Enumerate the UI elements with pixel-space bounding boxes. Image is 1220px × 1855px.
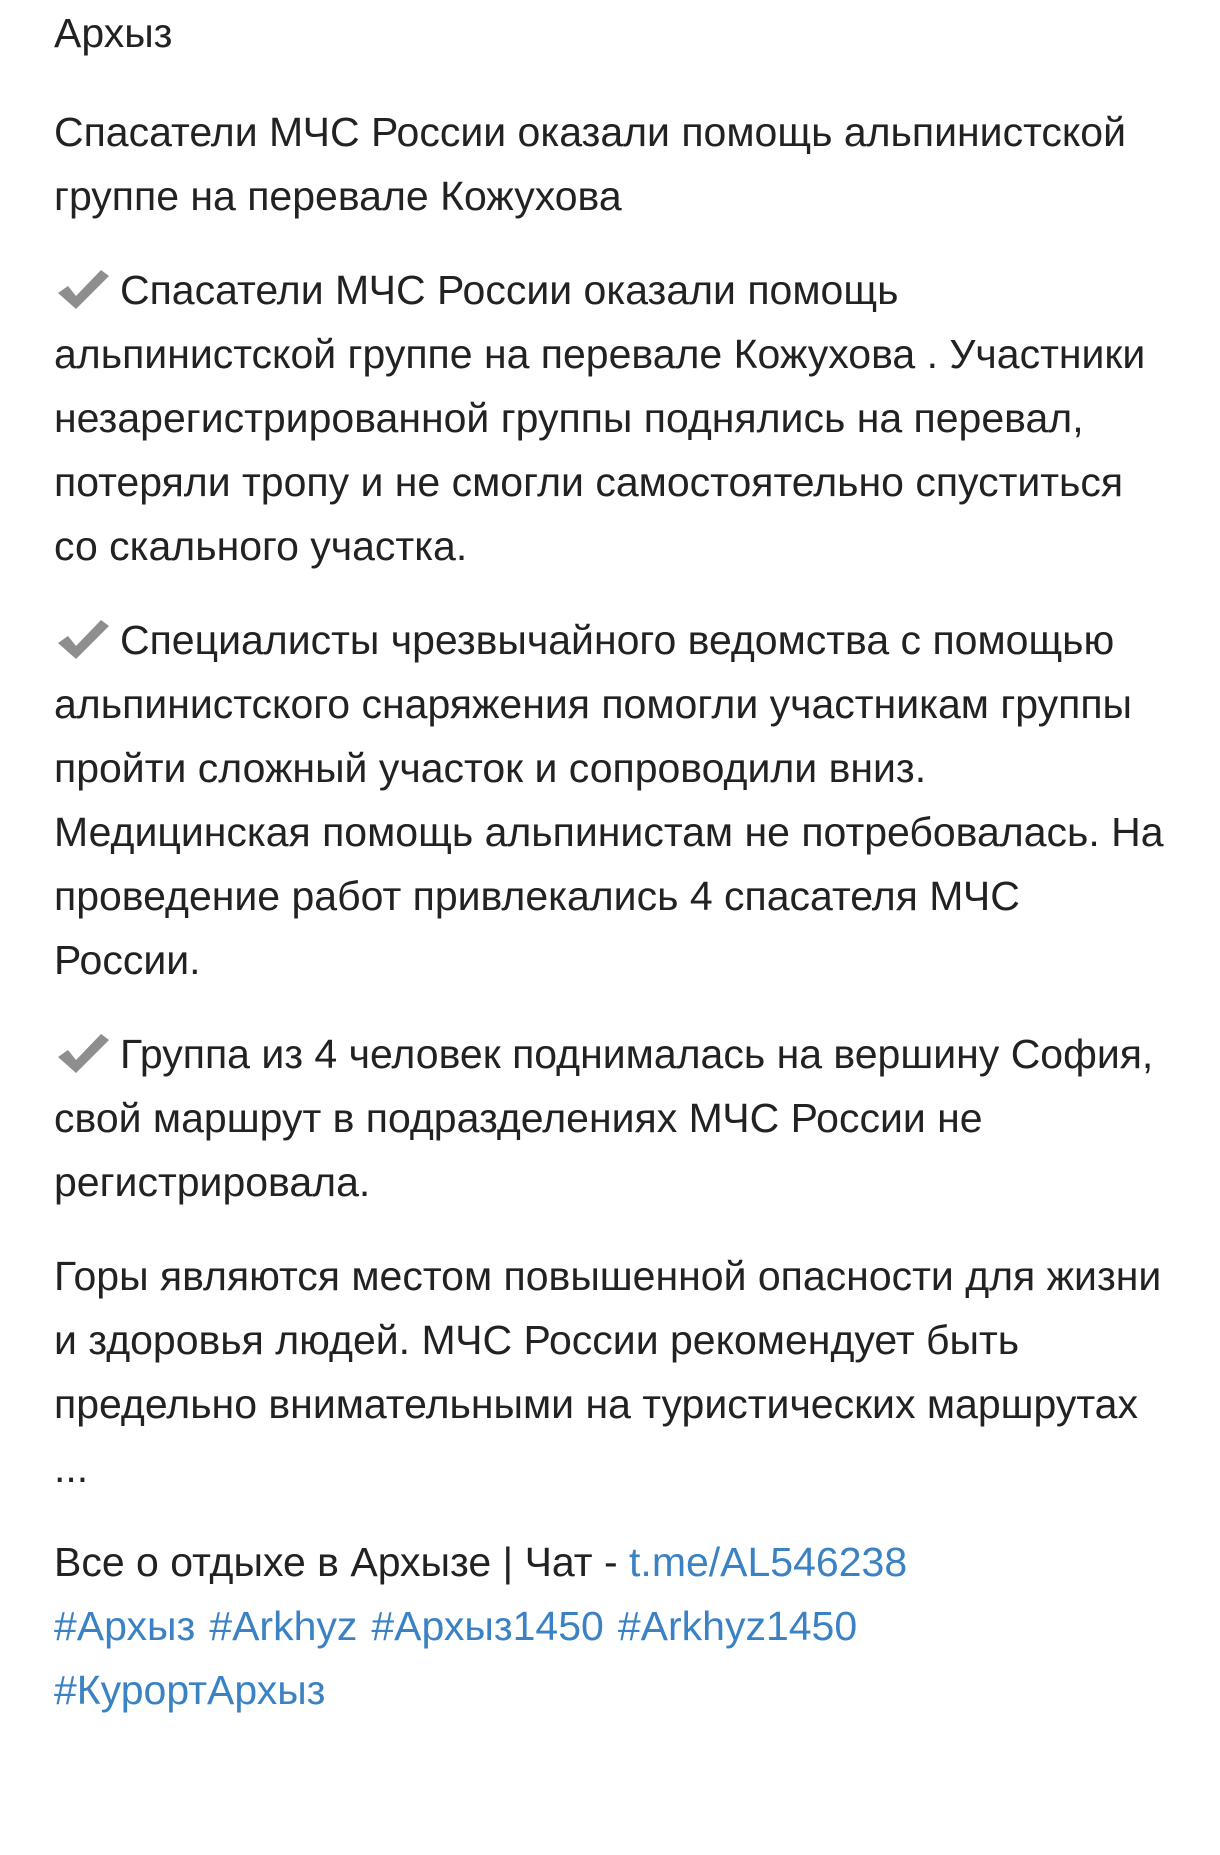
paragraph-text: Группа из 4 человек поднималась на вершину София, свой маршрут в подразделениях МЧС России не регистрировала. <box>54 1031 1154 1205</box>
post-title: Спасатели МЧС России оказали помощь альпинистской группе на перевале Кожухова <box>54 109 1126 219</box>
post-paragraph-4 <box>54 1244 1170 1500</box>
hashtag-arkhyz1450-en[interactable]: #Arkhyz1450 <box>617 1603 858 1649</box>
heavy-check-mark-icon <box>54 266 112 312</box>
post-footer <box>54 1530 1170 1722</box>
hashtag-arkhyz-ru[interactable]: #Архыз <box>54 1603 196 1649</box>
hashtag-arkhyz-en[interactable]: #Arkhyz <box>209 1603 358 1649</box>
hashtag-kurort-arkhyz[interactable]: #КурортАрхыз <box>54 1667 326 1713</box>
telegram-post <box>0 2 1220 1855</box>
paragraph-text: Горы являются местом повышенной опасности для жизни и здоровья людей. МЧС России рекомендует быть предельно внимательными на туристических маршрутах ... <box>54 1253 1162 1491</box>
heavy-check-mark-icon <box>54 616 112 662</box>
paragraph-text: Спасатели МЧС России оказали помощь альпинистской группе на перевале Кожухова . Участники незарегистрированной группы поднялись на перевал, потеряли тропу и не смогли самостоятельно спуститься со скального участка. <box>54 267 1146 569</box>
paragraph-text: Специалисты чрезвычайного ведомства с помощью альпинистского снаряжения помогли участникам группы пройти сложный участок и сопроводили вниз. Медицинская помощь альпинистам не потребовалась. На проведение работ привлекались 4 спасателя МЧС России. <box>54 617 1164 983</box>
post-paragraph-2 <box>54 608 1170 992</box>
post-paragraph-3 <box>54 1022 1170 1214</box>
chat-link[interactable]: t.me/AL546238 <box>629 1539 908 1585</box>
heavy-check-mark-icon <box>54 1030 112 1076</box>
channel-name[interactable]: Архыз <box>54 10 173 56</box>
post-paragraph-1 <box>54 258 1170 578</box>
hashtag-arkhyz1450-ru[interactable]: #Архыз1450 <box>371 1603 604 1649</box>
footer-text: Все о отдыхе в Архызе | Чат - <box>54 1539 630 1585</box>
